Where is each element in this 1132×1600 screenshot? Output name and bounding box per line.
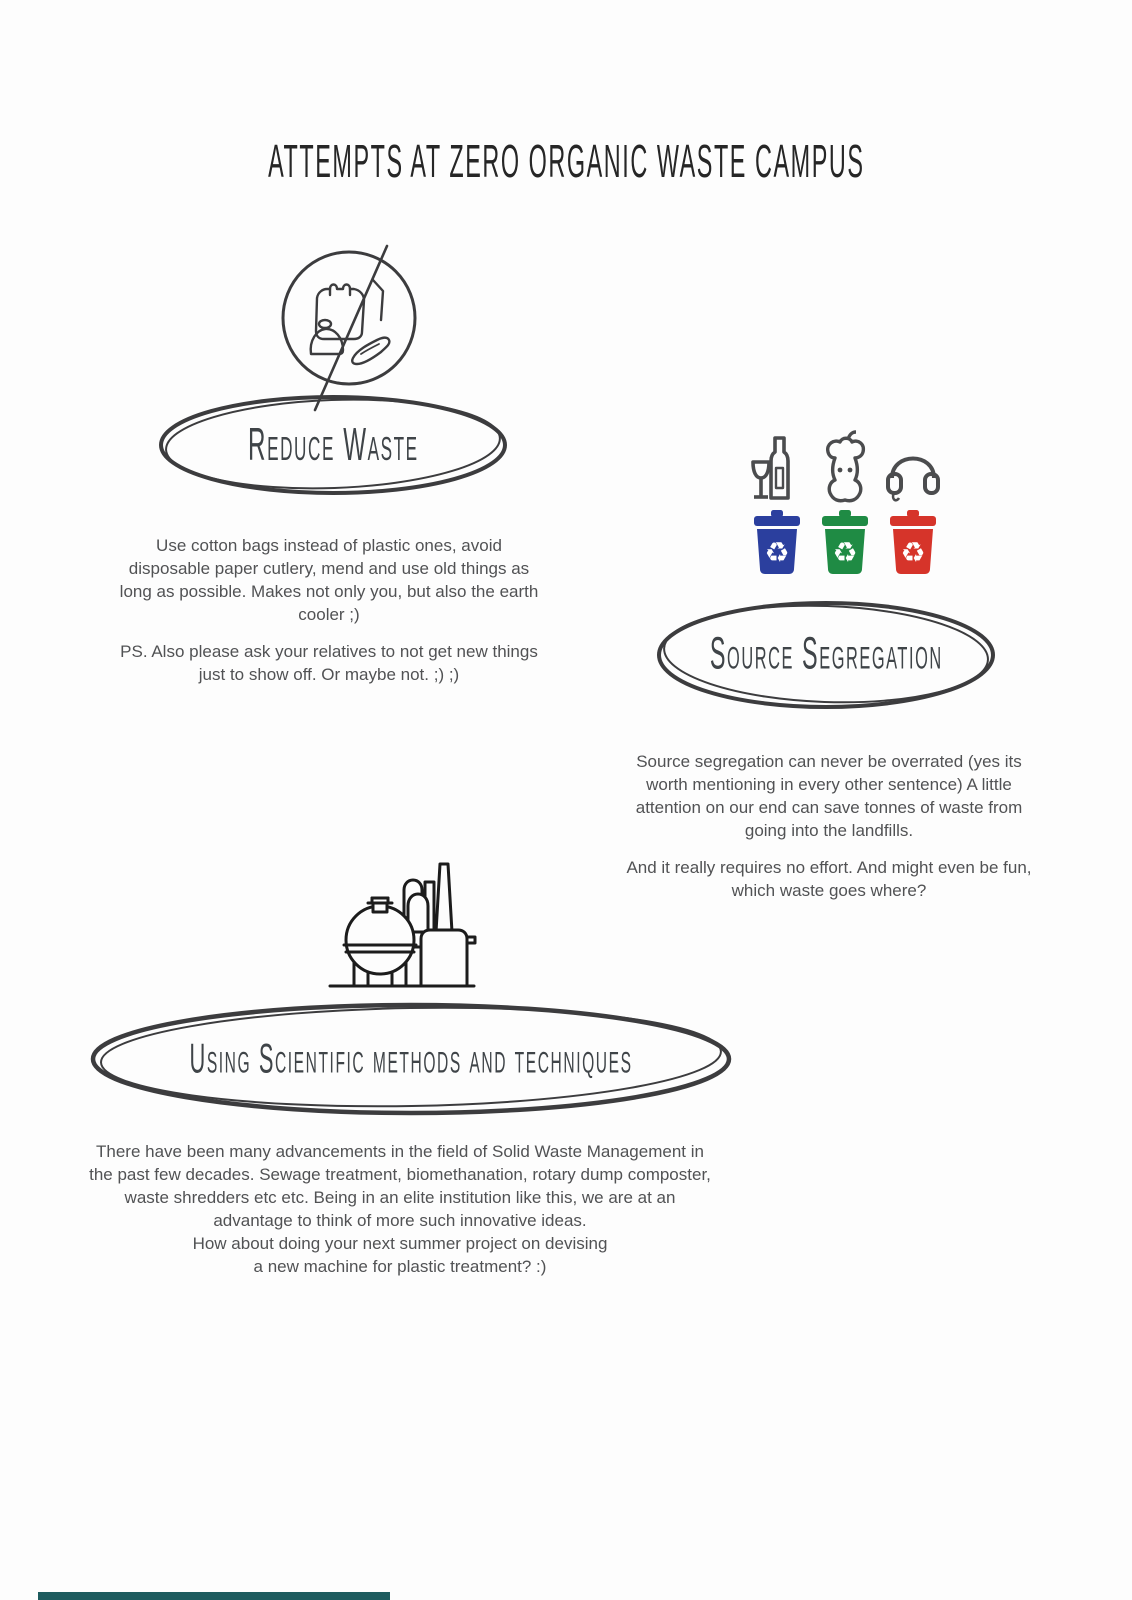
source-segregation-heading: Source Segregation [709, 629, 943, 679]
source-segregation-badge [654, 598, 998, 712]
recycle-symbol: ♻ [832, 537, 858, 568]
recycle-symbol: ♻ [764, 537, 790, 568]
scientific-methods-body2: How about doing your next summer project on devising a new machine for plastic treatment? :) [192, 1234, 608, 1276]
page-title-text: ATTEMPTS AT ZERO ORGANIC WASTE CAMPUS [267, 136, 865, 188]
station-ewaste [884, 428, 942, 579]
source-segregation-text [614, 750, 1044, 902]
blue-bin [751, 510, 803, 579]
source-segregation-body2: And it really requires no effort. And might even be fun, which waste goes where? [626, 858, 1032, 900]
reduce-waste-postscript: PS. Also please ask your relatives to not get new things just to show off. Or maybe not. ;) ;) [120, 642, 538, 684]
page-title [0, 136, 1132, 188]
headphones-icon [884, 428, 942, 506]
apple-core-icon [818, 428, 872, 506]
green-bin [819, 510, 871, 579]
scientific-methods-heading: Using Scientific methods and techniques [189, 1035, 633, 1082]
station-organic [816, 428, 874, 579]
reduce-waste-badge [156, 392, 510, 498]
scientific-methods-badge [86, 1000, 736, 1118]
recycle-symbol: ♻ [900, 537, 926, 568]
segregation-stations [748, 428, 942, 579]
scientific-methods-body: There have been many advancements in the field of Solid Waste Management in the past few decades. Sewage treatment, biomethanation, rotary dump composter, waste shredders etc etc. Being in an elite institution like this, we are at an advantage to think of more such innovative ideas. [89, 1142, 711, 1230]
red-bin [887, 510, 939, 579]
reduce-waste-text [115, 534, 543, 686]
source-segregation-body: Source segregation can never be overrated (yes its worth mentioning in every other sentence) A little attention on our end can save tonnes of waste from going into the landfills. [635, 752, 1023, 840]
no-plastic-icon [273, 240, 425, 416]
reduce-waste-heading: Reduce Waste [247, 418, 419, 471]
treatment-plant-icon [322, 842, 480, 988]
reduce-waste-body: Use cotton bags instead of plastic ones, avoid disposable paper cutlery, mend and use old things as long as possible. Makes not only you, but also the earth cooler ;) [119, 536, 539, 624]
page-edge-bar [38, 1592, 390, 1600]
station-recyclables [748, 428, 806, 579]
scientific-methods-text [85, 1140, 715, 1278]
wine-glass-and-bottle-icon [748, 428, 806, 506]
